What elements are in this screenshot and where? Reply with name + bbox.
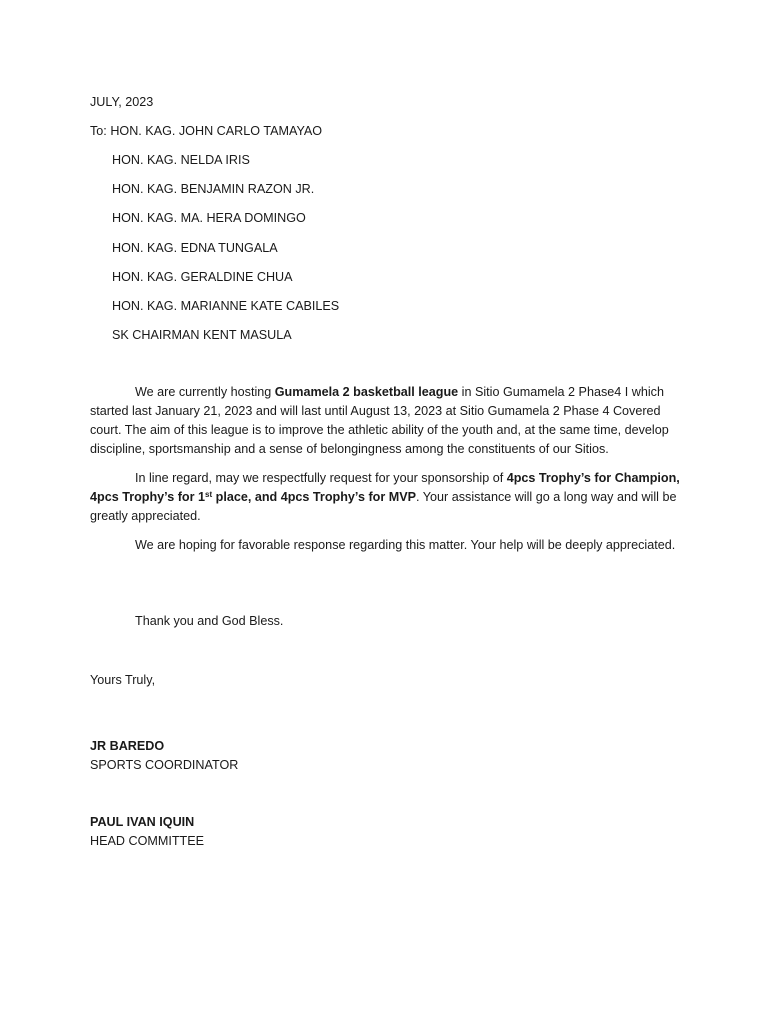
paragraph-2-text-a: In line regard, may we respectfully request for your sponsorship of bbox=[135, 471, 507, 485]
recipient-line-4: HON. KAG. MA. HERA DOMINGO bbox=[112, 211, 306, 225]
body-paragraph-2 bbox=[90, 469, 690, 526]
to-prefix: To: bbox=[90, 124, 111, 138]
paragraph-1-text-b: in Sitio Gumamela 2 Phase4 I which started last January 21, 2023 and will last until August 13, 2023 at Sitio Gumamela 2 Phase 4 Covered court. The aim of this league is to improve the athletic ability of the youth and, at the same time, develop discipline, sportsmanship and a sense of belongingness among the constituents of our Sitios. bbox=[90, 385, 669, 456]
closing-line: Yours Truly, bbox=[90, 673, 156, 687]
ordinal-suffix: st bbox=[205, 490, 213, 499]
recipient-line-1 bbox=[90, 123, 322, 139]
paragraph-2-text-b: . Your assistance will go a long way and will be greatly appreciated. bbox=[90, 490, 677, 523]
recipient-line-2: HON. KAG. NELDA IRIS bbox=[112, 153, 250, 167]
signatory-name-1: JR BAREDO bbox=[90, 739, 165, 753]
trophy-request-b: place, and 4pcs Trophy’s for MVP bbox=[212, 490, 417, 504]
recipient-line-5: HON. KAG. EDNA TUNGALA bbox=[112, 241, 278, 255]
recipient-line-7: HON. KAG. MARIANNE KATE CABILES bbox=[112, 299, 340, 313]
paragraph-1-text-a: We are currently hosting bbox=[135, 385, 275, 399]
body-paragraph-1 bbox=[90, 383, 690, 459]
signatory-name-2: PAUL IVAN IQUIN bbox=[90, 815, 195, 829]
recipient-line-3: HON. KAG. BENJAMIN RAZON JR. bbox=[112, 182, 315, 196]
thanks-line: Thank you and God Bless. bbox=[135, 614, 284, 628]
league-name: Gumamela 2 basketball league bbox=[274, 385, 459, 399]
trophy-request-a: 4pcs Trophy’s for Champion, 4pcs Trophy’s for 1 bbox=[90, 471, 680, 504]
signatory-title-2: HEAD COMMITTEE bbox=[90, 834, 205, 848]
paragraph-3-text: We are hoping for favorable response regarding this matter. Your help will be deeply appreciated. bbox=[135, 538, 676, 552]
body-paragraph-3 bbox=[90, 536, 690, 555]
recipient-name: HON. KAG. JOHN CARLO TAMAYAO bbox=[110, 124, 323, 138]
recipient-line-8: SK CHAIRMAN KENT MASULA bbox=[112, 328, 292, 342]
recipient-line-6: HON. KAG. GERALDINE CHUA bbox=[112, 270, 293, 284]
letter-date: JULY, 2023 bbox=[90, 95, 154, 109]
signatory-title-1: SPORTS COORDINATOR bbox=[90, 758, 239, 772]
